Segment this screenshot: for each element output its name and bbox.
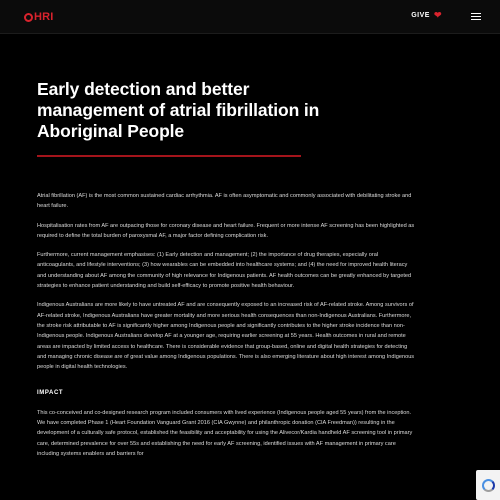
impact-paragraph: This co-conceived and co-designed research program included consumers with lived experience (Indigenous people aged 55 years) from the inception. We have completed Phase 1 (Heart Foundation Vanguard Grant 2016 (CIA Gwynne) and philanthropic donation (CIA Freedman)) resulting in the development of a culturally safe protocol, established the feasibility and acceptability for using the Alivecor/Kardia handheld AF screening tool in primary care, determined prevalence for over 55s and establishing the need for early AF screening, identified issues with AF management in primary care including systems enablers and barriers for: [37, 409, 413, 457]
top-navigation-bar: [0, 0, 500, 34]
hri-logo[interactable]: [24, 11, 54, 23]
recaptcha-badge[interactable]: [476, 470, 500, 500]
heart-icon: ❤: [433, 10, 442, 20]
recaptcha-icon: [482, 479, 495, 492]
give-label: GIVE: [411, 12, 430, 19]
article-paragraph: Indigenous Australians are more likely to have untreated AF and are consequently exposed to an increased risk of AF-related stroke. Among survivors of AF-related stroke, Indigenous Australians have greater mortality and more serious health consequences than non-Indigenous Australians. Furthermore, the stroke risk attributable to AF is significantly higher among Indigenous people and significantly contributes to the higher stroke incidence than non-Indigenous people. Indigenous Australians develop AF at a younger age, requiring earlier screening at 55 years. Health outcomes in rural and remote areas are impacted by limited access to healthcare. There is considerable evidence that group-based, online and digital health strategies for detecting and managing chronic disease are of great value among Indigenous populations. There is also emerging literature about high interest among Indigenous people in digital health technologies.: [37, 302, 415, 371]
impact-heading: IMPACT: [37, 390, 64, 397]
article-paragraph: Hospitalisation rates from AF are outpacing those for coronary disease and heart failure. Frequent or more intense AF screening has been highlighted as required to define the total burden of paroxysmal AF, a major factor defining complication risk.: [37, 222, 415, 239]
logo-ring-icon: [24, 13, 33, 22]
hamburger-menu-icon[interactable]: [471, 13, 481, 21]
title-divider: [37, 155, 301, 157]
page-title: Early detection and better management of atrial fibrillation in Aboriginal People: [37, 79, 320, 141]
article-paragraph: Furthermore, current management emphasises: (1) Early detection and management; (2) the importance of drug therapies, especially oral anticoagulants, and lifestyle interventions; (3) how wearables can be embedded into healthcare systems; and (4) the need for improved health literacy and understanding about AF among the community of high relevance for Indigenous patients. AF health outcomes can be greatly enhanced by targeted strategies to enhance patient understanding and build self-efficacy to promote positive health behaviour.: [37, 252, 412, 290]
article-paragraph: Atrial fibrillation (AF) is the most common sustained cardiac arrhythmia. AF is often asymptomatic and commonly associated with debilitating stroke and heart failure.: [37, 193, 412, 210]
logo-text: HRI: [34, 11, 54, 23]
main-content: [0, 34, 500, 500]
give-button[interactable]: [411, 12, 442, 19]
article-body: [37, 191, 417, 468]
